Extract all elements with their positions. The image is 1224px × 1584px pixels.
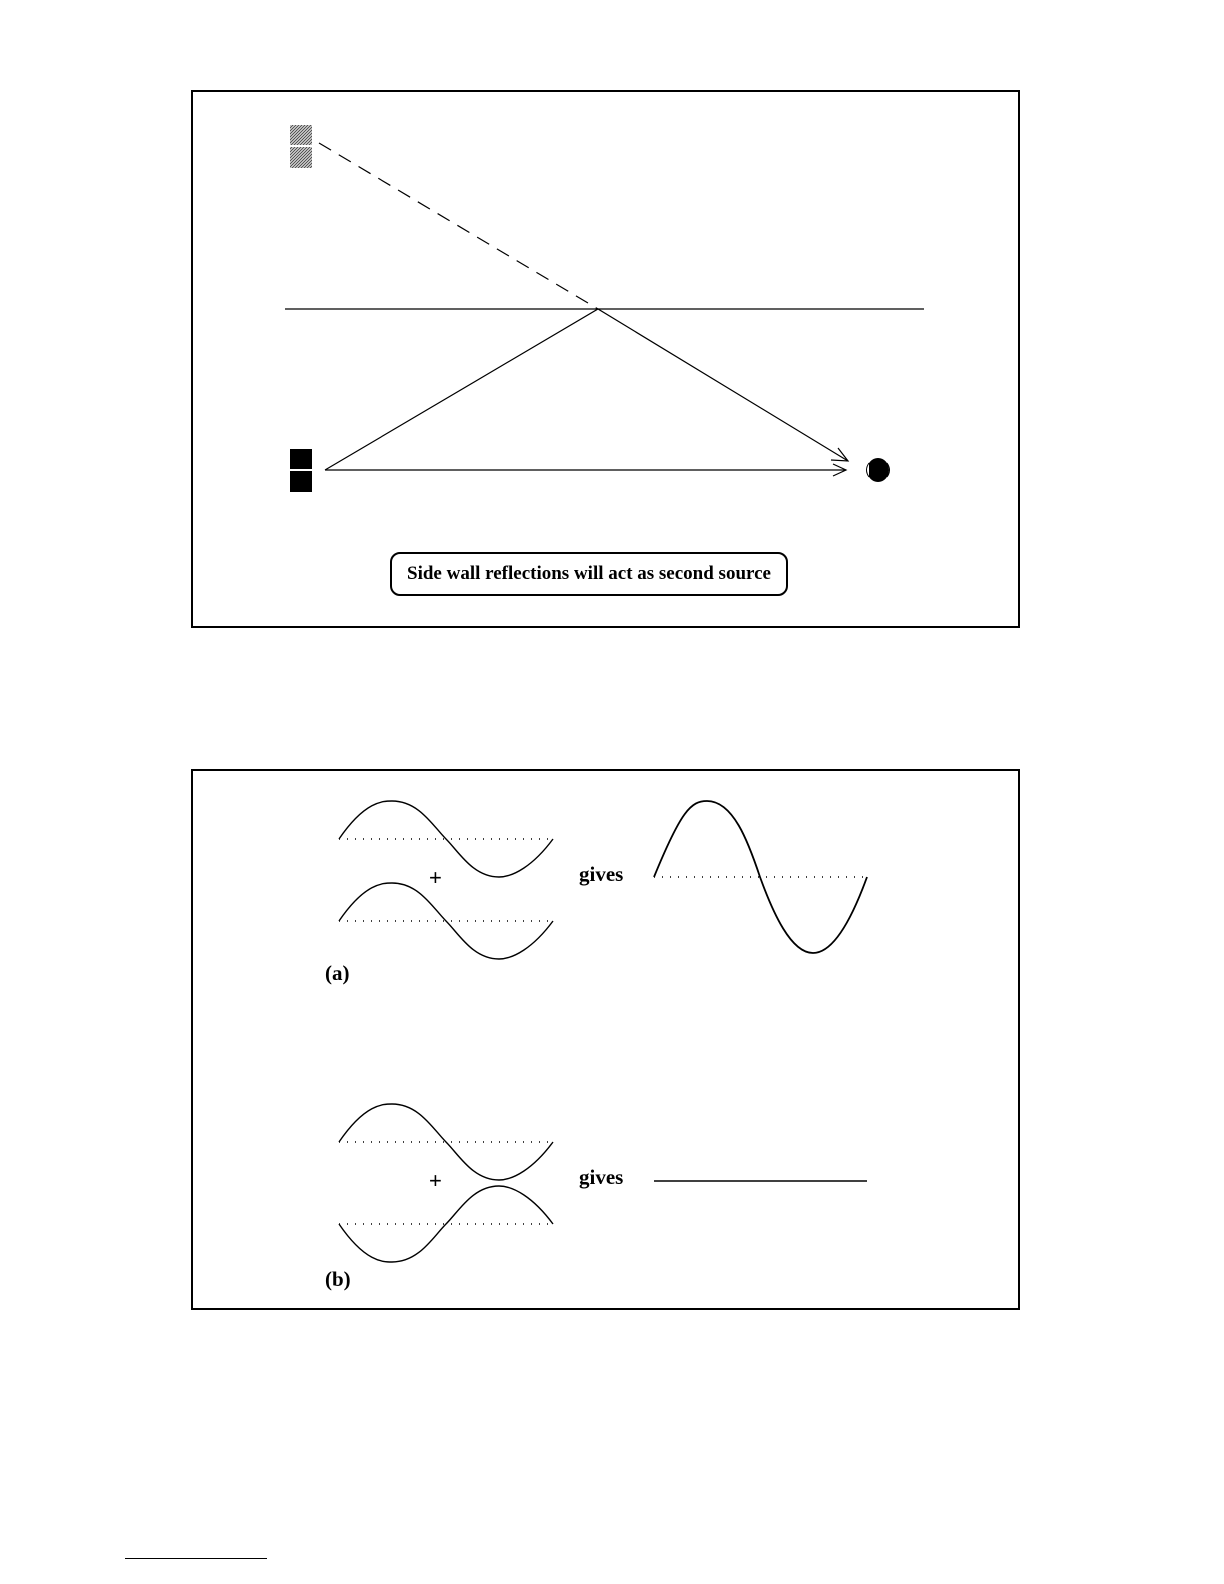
- gives-label-a: gives: [579, 862, 624, 886]
- real-speaker: [290, 449, 312, 492]
- reflection-diagram: [193, 92, 1022, 630]
- reflection-diagram-panel: [191, 90, 1020, 628]
- image-source-speaker: [290, 125, 312, 168]
- listener-head-icon: [867, 458, 890, 482]
- gives-label-b: gives: [579, 1165, 624, 1189]
- interference-waves: [193, 771, 1022, 1312]
- diagram-caption: Side wall reflections will act as second source: [390, 552, 788, 596]
- plus-sign-b: +: [429, 1168, 442, 1193]
- plus-sign-a: +: [429, 865, 442, 890]
- footnote-separator: [125, 1558, 267, 1559]
- reflected-path: [325, 309, 848, 470]
- wave-a-result: [654, 801, 867, 953]
- label-a: (a): [325, 961, 350, 985]
- interference-diagram-panel: [191, 769, 1020, 1310]
- label-b: (b): [325, 1267, 351, 1291]
- virtual-path-dashed: [319, 143, 598, 309]
